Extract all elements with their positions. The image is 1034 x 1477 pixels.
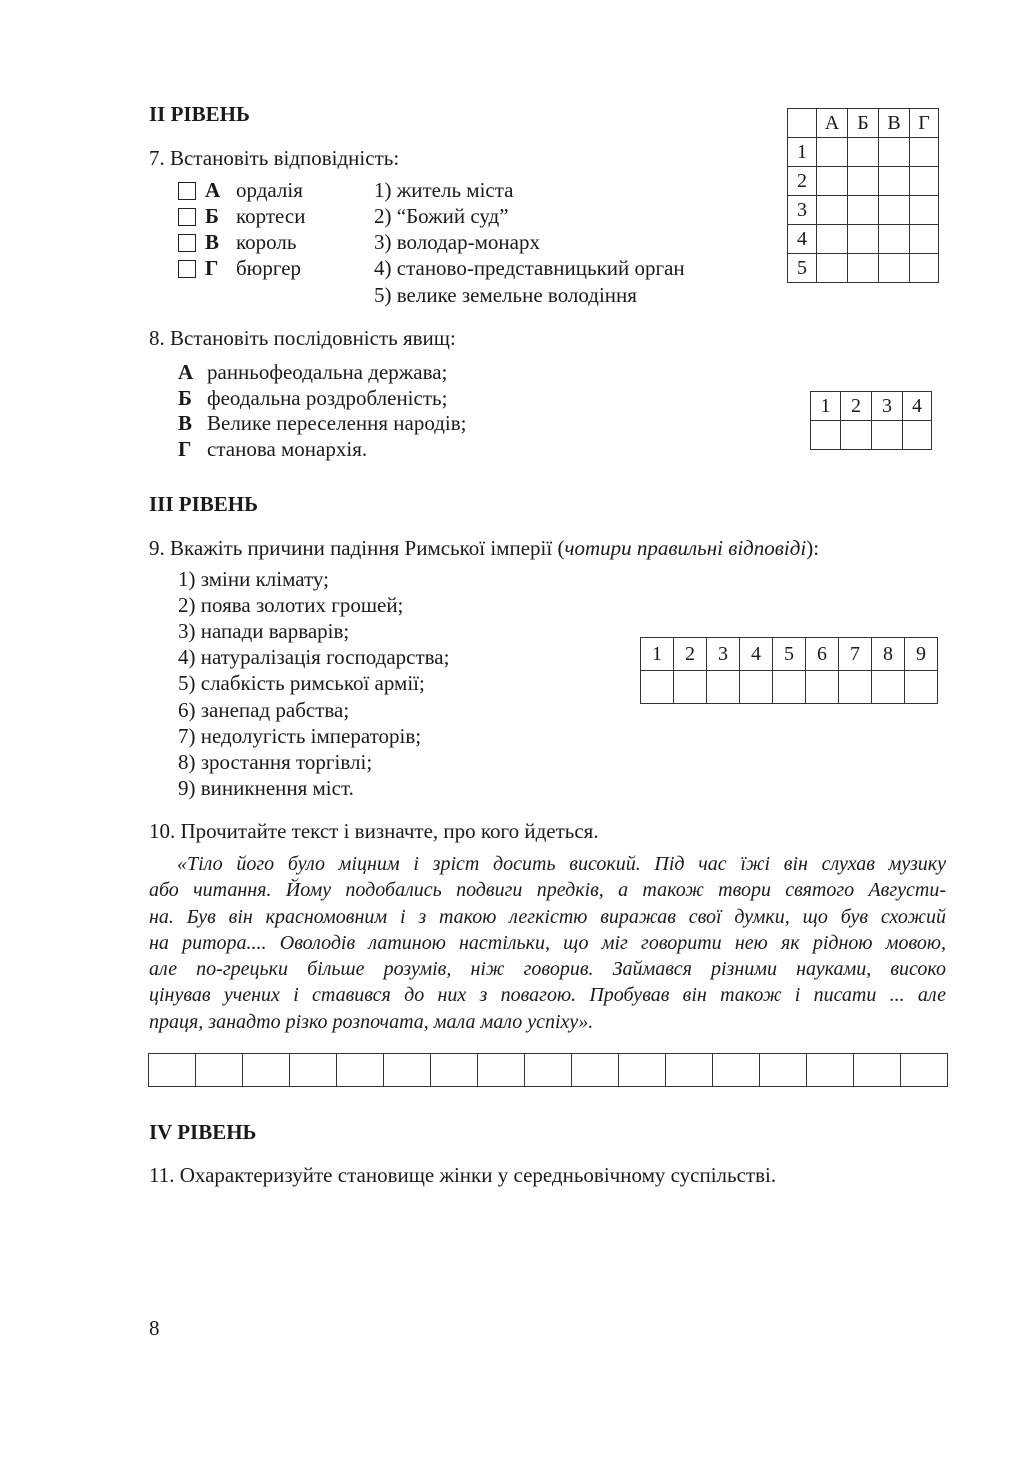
answer-cell[interactable] xyxy=(807,1054,854,1087)
answer-cell[interactable] xyxy=(337,1054,384,1087)
list-item: 3) напади варварів; xyxy=(178,619,350,643)
option-text: кортеси xyxy=(236,204,306,228)
grid-col-header: 9 xyxy=(905,638,938,671)
answer-cell[interactable] xyxy=(243,1054,290,1087)
quote-line: «Тіло його було міцним і зріст досить високий. Під час їжі він слухав музику xyxy=(177,853,946,875)
item-letter: А xyxy=(178,360,194,384)
grid-col-header: 4 xyxy=(903,392,932,421)
answer-cell[interactable] xyxy=(760,1054,807,1087)
quote-line: але по-грецьки більше розумів, ніж говорив. Займався різними науками, високо xyxy=(149,958,946,981)
grid-row-header: 3 xyxy=(788,196,817,225)
grid-col-header: 1 xyxy=(811,392,841,421)
quote-line: на ритора.... Оволодів латиною настільки, що міг говорити нею як рідною мовою, xyxy=(149,931,946,954)
question-10-quote xyxy=(149,851,946,1035)
answer-cell[interactable] xyxy=(817,138,848,167)
question-8-answer-grid xyxy=(810,391,932,450)
option-letter: В xyxy=(205,230,220,254)
answer-cell[interactable] xyxy=(910,225,939,254)
grid-col-header: Г xyxy=(910,109,939,138)
grid-col-header: 5 xyxy=(773,638,806,671)
grid-col-header: 4 xyxy=(740,638,773,671)
answer-cell[interactable] xyxy=(872,421,903,450)
list-item: 4) натуралізація господарства; xyxy=(178,645,450,669)
answer-cell[interactable] xyxy=(872,671,905,704)
answer-cell[interactable] xyxy=(848,254,879,283)
answer-cell[interactable] xyxy=(879,196,910,225)
answer-checkbox-g[interactable] xyxy=(178,260,196,278)
answer-cell[interactable] xyxy=(817,167,848,196)
grid-corner xyxy=(788,109,817,138)
answer-cell[interactable] xyxy=(903,421,932,450)
answer-cell[interactable] xyxy=(910,254,939,283)
option-text: бюргер xyxy=(236,256,302,280)
answer-cell[interactable] xyxy=(879,225,910,254)
answer-cell[interactable] xyxy=(806,671,839,704)
answer-cell[interactable] xyxy=(910,138,939,167)
grid-row-header: 4 xyxy=(788,225,817,254)
quote-line: або читання. Йому подобались подвиги предків, а також твори святого Августи- xyxy=(149,879,946,902)
answer-cell[interactable] xyxy=(901,1054,948,1087)
answer-cell[interactable] xyxy=(666,1054,713,1087)
answer-cell[interactable] xyxy=(910,167,939,196)
answer-cell[interactable] xyxy=(196,1054,243,1087)
level-3-heading: ІІІ РІВЕНЬ xyxy=(149,492,258,516)
grid-row-header: 2 xyxy=(788,167,817,196)
answer-cell[interactable] xyxy=(817,196,848,225)
grid-col-header: А xyxy=(817,109,848,138)
item-text: ранньофеодальна держава; xyxy=(207,360,448,384)
answer-checkbox-a[interactable] xyxy=(178,182,196,200)
match-item: 1) житель міста xyxy=(374,178,514,202)
answer-cell[interactable] xyxy=(290,1054,337,1087)
list-item: 8) зростання торгівлі; xyxy=(178,750,373,774)
answer-cell[interactable] xyxy=(910,196,939,225)
question-9-title xyxy=(149,538,819,559)
answer-cell[interactable] xyxy=(905,671,938,704)
answer-cell[interactable] xyxy=(841,421,872,450)
level-4-heading: IV РІВЕНЬ xyxy=(149,1120,257,1144)
answer-cell[interactable] xyxy=(817,254,848,283)
answer-cell[interactable] xyxy=(879,254,910,283)
option-text: ордалія xyxy=(236,178,303,202)
quote-line: праця, занадто різко розпочата, мала мало успіху». xyxy=(149,1010,594,1033)
option-letter: А xyxy=(205,178,221,202)
grid-row-header: 5 xyxy=(788,254,817,283)
grid-col-header: 2 xyxy=(674,638,707,671)
answer-cell[interactable] xyxy=(707,671,740,704)
grid-col-header: В xyxy=(879,109,910,138)
match-item: 2) “Божий суд” xyxy=(374,204,509,228)
question-7-title: 7. Встановіть відповідність: xyxy=(149,146,400,170)
grid-col-header: 7 xyxy=(839,638,872,671)
match-item: 4) станово-представницький орган xyxy=(374,256,685,280)
item-letter: Б xyxy=(178,386,192,410)
answer-cell[interactable] xyxy=(431,1054,478,1087)
grid-col-header: 1 xyxy=(641,638,674,671)
list-item: 6) занепад рабства; xyxy=(178,698,350,722)
answer-cell[interactable] xyxy=(740,671,773,704)
answer-cell[interactable] xyxy=(848,225,879,254)
answer-cell[interactable] xyxy=(811,421,841,450)
question-10-answer-grid xyxy=(148,1053,948,1087)
answer-cell[interactable] xyxy=(848,167,879,196)
answer-cell[interactable] xyxy=(848,138,879,167)
answer-cell[interactable] xyxy=(619,1054,666,1087)
answer-cell[interactable] xyxy=(879,138,910,167)
grid-col-header: 3 xyxy=(872,392,903,421)
level-2-heading: ІІ РІВЕНЬ xyxy=(149,102,250,126)
answer-cell[interactable] xyxy=(525,1054,572,1087)
option-text: король xyxy=(236,230,297,254)
match-item: 5) велике земельне володіння xyxy=(374,283,637,307)
grid-col-header: 2 xyxy=(841,392,872,421)
list-item: 7) недолугість імператорів; xyxy=(178,724,422,748)
answer-cell[interactable] xyxy=(848,196,879,225)
answer-cell[interactable] xyxy=(879,167,910,196)
answer-cell[interactable] xyxy=(839,671,872,704)
option-letter: Б xyxy=(205,204,219,228)
question-9-title-italic: чотири правильні відповіді xyxy=(564,536,807,560)
quote-line: цінував учених і ставився до них з повагою. Пробував він також і писати ... але xyxy=(149,984,946,1007)
page-number: 8 xyxy=(149,1316,160,1340)
question-9-answer-grid xyxy=(640,637,938,704)
answer-cell[interactable] xyxy=(817,225,848,254)
item-text: Велике переселення народів; xyxy=(207,411,467,435)
answer-cell[interactable] xyxy=(384,1054,431,1087)
answer-cell[interactable] xyxy=(854,1054,901,1087)
answer-cell[interactable] xyxy=(572,1054,619,1087)
question-11-title: 11. Охарактеризуйте становище жінки у середньовічному суспільстві. xyxy=(149,1163,777,1187)
grid-col-header: 6 xyxy=(806,638,839,671)
answer-checkbox-v[interactable] xyxy=(178,234,196,252)
option-letter: Г xyxy=(205,256,219,280)
answer-cell[interactable] xyxy=(478,1054,525,1087)
question-9-title-end: ): xyxy=(806,536,820,560)
list-item: 1) зміни клімату; xyxy=(178,567,329,591)
question-9-title-start: 9. Вкажіть причини падіння Римської імперії ( xyxy=(149,536,565,560)
list-item: 5) слабкість римської армії; xyxy=(178,671,425,695)
question-8-title: 8. Встановіть послідовність явищ: xyxy=(149,326,456,350)
grid-col-header: Б xyxy=(848,109,879,138)
quote-line: на. Був він красномовним і з такою легкістю виражав свої думки, що був схожий xyxy=(149,905,946,928)
answer-cell[interactable] xyxy=(149,1054,196,1087)
answer-cell[interactable] xyxy=(641,671,674,704)
grid-col-header: 8 xyxy=(872,638,905,671)
item-text: станова монархія. xyxy=(207,437,368,461)
grid-col-header: 3 xyxy=(707,638,740,671)
answer-cell[interactable] xyxy=(713,1054,760,1087)
grid-row-header: 1 xyxy=(788,138,817,167)
item-text: феодальна роздробленість; xyxy=(207,386,448,410)
answer-checkbox-b[interactable] xyxy=(178,208,196,226)
list-item: 2) поява золотих грошей; xyxy=(178,593,404,617)
question-10-title: 10. Прочитайте текст і визначте, про кого йдеться. xyxy=(149,819,599,843)
list-item: 9) виникнення міст. xyxy=(178,776,354,800)
answer-cell[interactable] xyxy=(773,671,806,704)
match-item: 3) володар-монарх xyxy=(374,230,540,254)
item-letter: Г xyxy=(178,437,192,461)
item-letter: В xyxy=(178,411,193,435)
answer-cell[interactable] xyxy=(674,671,707,704)
question-7-answer-grid xyxy=(787,108,939,283)
